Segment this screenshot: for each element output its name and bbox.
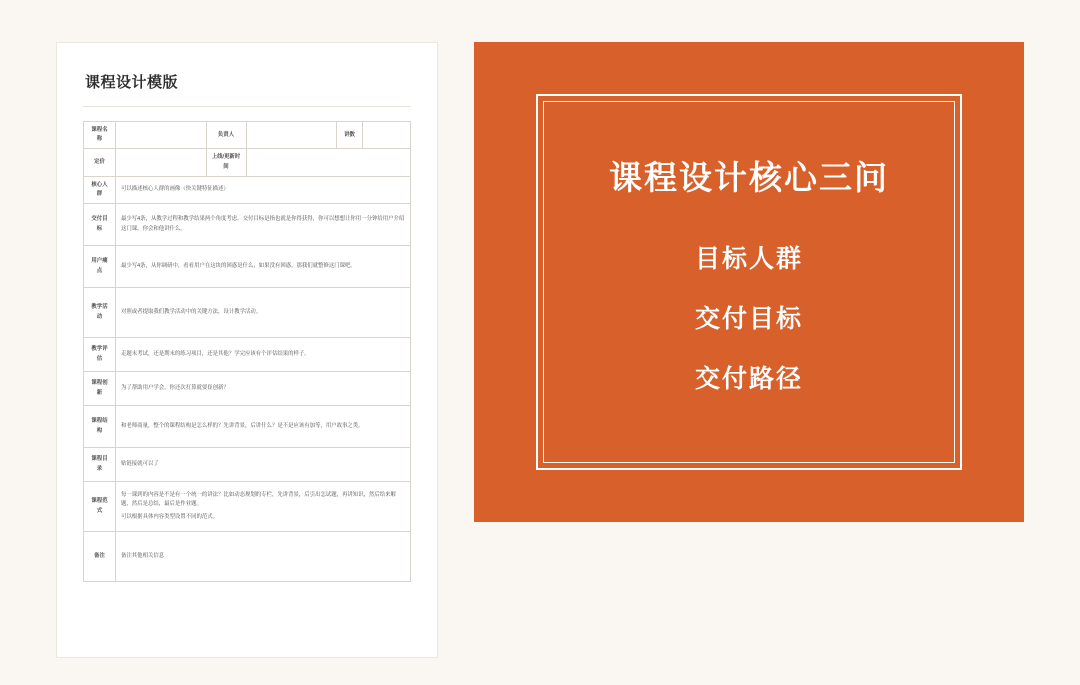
- table-row: [84, 482, 411, 532]
- cell-value-teaching-assessment[interactable]: [116, 338, 411, 372]
- poster-content: [538, 96, 960, 468]
- cell-label-core-audience: 核心人群: [84, 176, 116, 203]
- cell-value-remarks[interactable]: [116, 532, 411, 582]
- cell-text: 最少写4条，从教学过程和教学结果两个角度考虑。交付目标是指也就是你得获得，你可以想想让你用一分钟给用户介绍这门课，你会和他讲什么。: [121, 216, 405, 232]
- cell-value-course-toc[interactable]: [116, 448, 411, 482]
- document-sheet: [56, 42, 438, 658]
- cell-value-delivery-goal[interactable]: [116, 204, 411, 246]
- cell-text: 为了帮助用户学会，你还次打算就要崔创新？: [121, 385, 229, 392]
- cell-text: 贴链接就可以了: [121, 461, 159, 468]
- cell-label-course-structure: 课程结构: [84, 406, 116, 448]
- poster-item-delivery-path: 交付路径: [694, 365, 803, 393]
- cell-value-owner[interactable]: [246, 122, 337, 149]
- cell-text: 和老师商量，整个的课程结构是怎么样的？先讲背景，后讲什么？是不是应该有加等，用户故事之类。: [121, 423, 364, 430]
- cell-label-course-name: 课程名称: [84, 122, 116, 149]
- cell-label-user-painpoints: 用户痛点: [84, 246, 116, 288]
- cell-label-teaching-activity: 教学活动: [84, 288, 116, 338]
- cell-text: 可以根据具体内容类型设置不同的范式。: [121, 514, 219, 521]
- title-divider: [83, 106, 411, 107]
- cell-label-course-innovation: 课程创新: [84, 372, 116, 406]
- cell-value-course-innovation[interactable]: [116, 372, 411, 406]
- cell-value-course-name[interactable]: [116, 122, 207, 149]
- cell-label-remarks: 备注: [84, 532, 116, 582]
- poster-frame-border: [536, 94, 962, 470]
- table-row: [84, 532, 411, 582]
- cell-label-teaching-assessment: 教学评估: [84, 338, 116, 372]
- cell-label-owner: 负责人: [206, 122, 246, 149]
- poster-heading: 课程设计核心三问: [609, 159, 889, 196]
- cell-label-launch-time: 上线/更新时间: [206, 149, 246, 176]
- cell-value-price[interactable]: [116, 149, 207, 176]
- cell-text: 走题末考试，还是期末的练习项目，还是其他？学完应该有个评估结果的样子。: [121, 351, 310, 358]
- cell-value-course-pattern[interactable]: [116, 482, 411, 532]
- cell-label-lecture-count: 讲数: [337, 122, 363, 149]
- table-row: [84, 448, 411, 482]
- table-row: [84, 246, 411, 288]
- cell-text: 对照或者提取我们教学活动中的关键方法，设计教学活动。: [121, 309, 262, 316]
- course-design-table: [83, 121, 411, 582]
- poster-item-target-audience: 目标人群: [694, 245, 803, 273]
- table-row: [84, 288, 411, 338]
- cell-text: 可以描述核心人群的画像（快关键特征描述）: [121, 186, 229, 193]
- table-row: [84, 372, 411, 406]
- cell-label-price: 定价: [84, 149, 116, 176]
- cell-text: 每一课到的内容是不是有一个统一的讲法？比如动态规划的专栏，先讲背景，后引出怎试题，再讲知识，然后给来解题，然后是总结，最后是作业题。: [121, 491, 396, 508]
- cell-label-course-pattern: 课程范式: [84, 482, 116, 532]
- table-row: [84, 338, 411, 372]
- cell-value-course-structure[interactable]: [116, 406, 411, 448]
- cell-value-teaching-activity[interactable]: [116, 288, 411, 338]
- poster-item-delivery-goal: 交付目标: [694, 305, 803, 333]
- table-row: [84, 204, 411, 246]
- cell-text: 备注其他相关信息: [121, 553, 165, 560]
- cell-value-lecture-count[interactable]: [363, 122, 411, 149]
- table-row: [84, 176, 411, 203]
- poster-panel: [474, 42, 1024, 522]
- table-row: [84, 149, 411, 176]
- cell-label-delivery-goal: 交付目标: [84, 204, 116, 246]
- cell-value-launch-time[interactable]: [246, 149, 411, 176]
- cell-value-core-audience[interactable]: [116, 176, 411, 203]
- cell-text: 最少写4条，从你调研中，看看用户在这块的困惑是什么，如果没有困惑，那我们就整修这门课吧。: [121, 263, 356, 270]
- page-title: 课程设计模版: [85, 74, 179, 91]
- table-row: [84, 406, 411, 448]
- table-row: [84, 122, 411, 149]
- cell-label-course-toc: 课程目录: [84, 448, 116, 482]
- cell-value-user-painpoints[interactable]: [116, 246, 411, 288]
